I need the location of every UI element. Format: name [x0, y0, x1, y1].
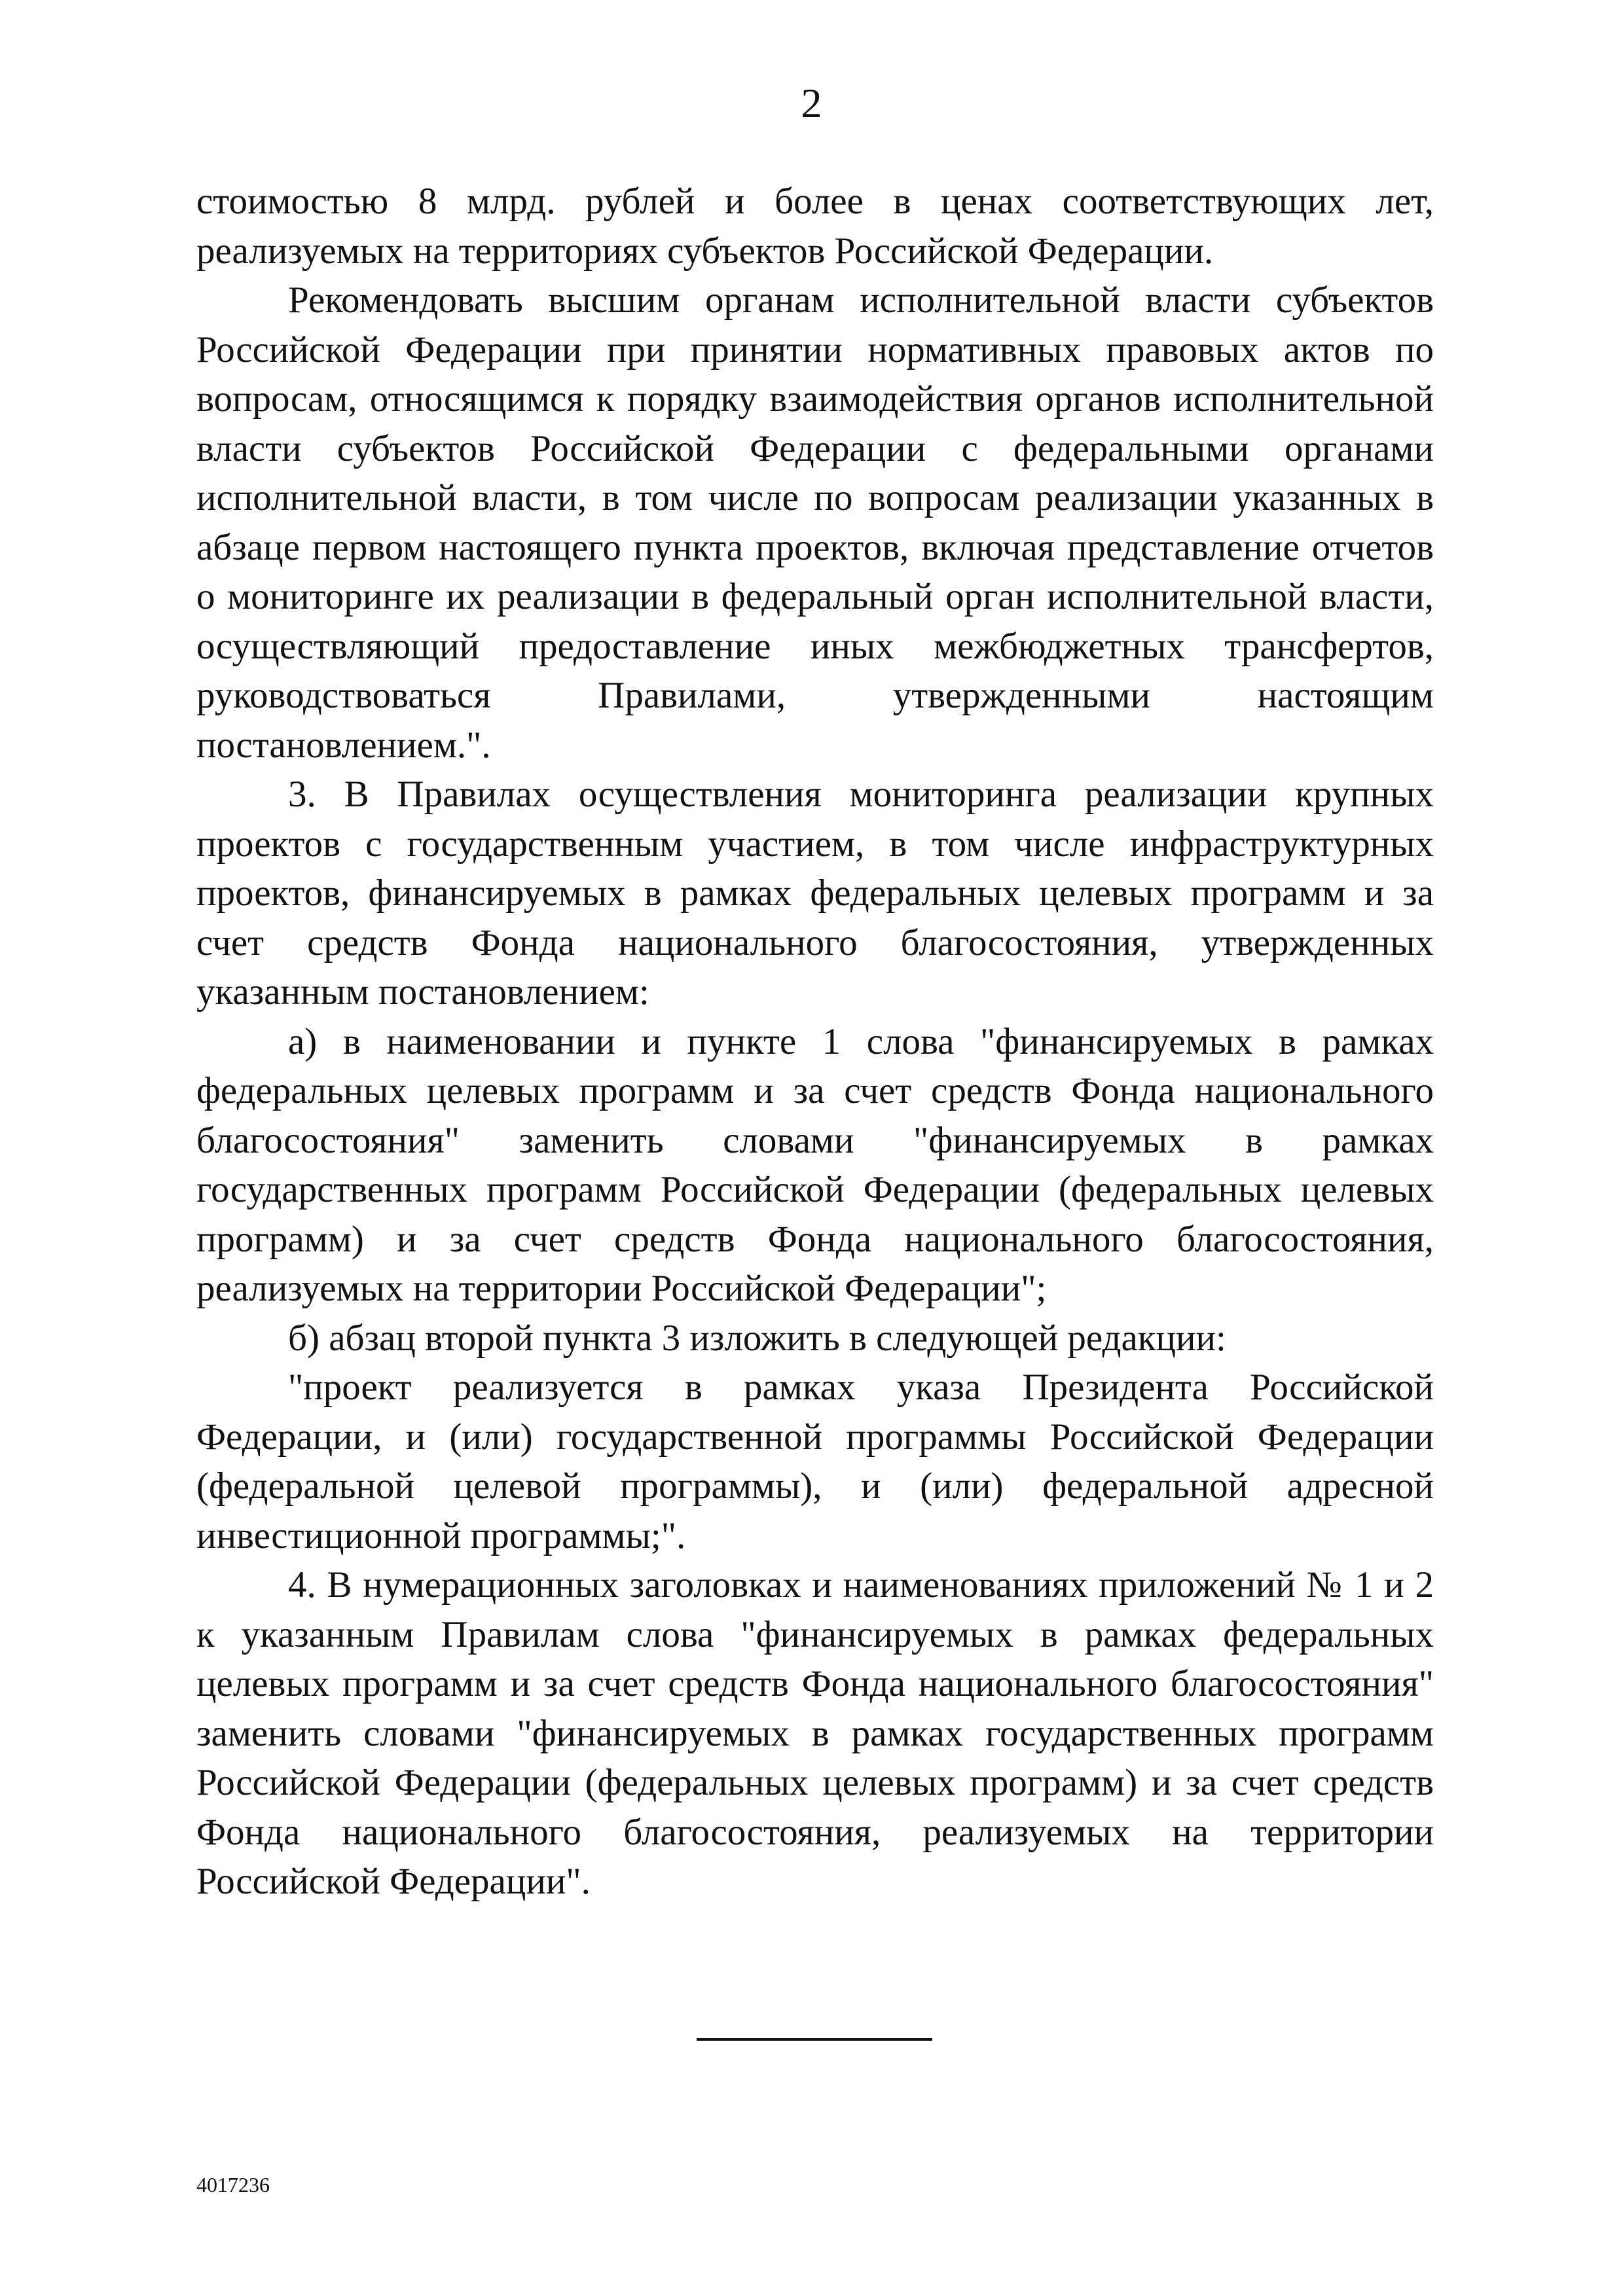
paragraph-item-4: 4. В нумерационных заголовках и наименованиях приложений № 1 и 2 к указанным Правилам слова "финансируемых в рамках федеральных целевых программ и за счет средств Фонда национального благосостояния" заменить словами "финансируемых в рамках государственных программ Российской Федерации (федеральных целевых программ) и за счет средств Фонда национального благосостояния, реализуемых на территории Российской Федерации".: [196, 1564, 1434, 1902]
document-body: [196, 177, 1434, 1907]
page-number: 2: [801, 80, 822, 126]
paragraph-continuation: стоимостью 8 млрд. рублей и более в ценах соответствующих лет, реализуемых на территориях субъектов Российской Федерации.: [196, 181, 1434, 272]
paragraph-recommendation: Рекомендовать высшим органам исполнительной власти субъектов Российской Федерации при принятии нормативных правовых актов по вопросам, относящимся к порядку взаимодействия органов исполнительной власти субъектов Российской Федерации с федеральными органами исполнительной власти, в том числе по вопросам реализации указанных в абзаце первом настоящего пункта проектов, включая представление отчетов о мониторинге их реализации в федеральный орган исполнительной власти, осуществляющий предоставление иных межбюджетных трансфертов, руководствоваться Правилами, утвержденными настоящим постановлением.".: [196, 279, 1434, 766]
end-separator-line: [697, 2038, 932, 2041]
paragraph-subitem-b: б) абзац второй пункта 3 изложить в следующей редакции:: [288, 1317, 1226, 1359]
paragraph-item-3: 3. В Правилах осуществления мониторинга реализации крупных проектов с государственным участием, в том числе инфраструктурных проектов, финансируемых в рамках федеральных целевых программ и за счет средств Фонда национального благосостояния, утвержденных указанным постановлением:: [196, 774, 1434, 1013]
paragraph-quoted-text: "проект реализуется в рамках указа Президента Российской Федерации, и (или) государственной программы Российской Федерации (федеральной целевой программы), и (или) федеральной адресной инвестиционной программы;".: [196, 1367, 1434, 1556]
document-code: 4017236: [196, 2173, 270, 2197]
paragraph-subitem-a: а) в наименовании и пункте 1 слова "финансируемых в рамках федеральных целевых программ и за счет средств Фонда национального благосостояния" заменить словами "финансируемых в рамках государственных программ Российской Федерации (федеральных целевых программ) и за счет средств Фонда национального благосостояния, реализуемых на территории Российской Федерации";: [196, 1020, 1434, 1309]
